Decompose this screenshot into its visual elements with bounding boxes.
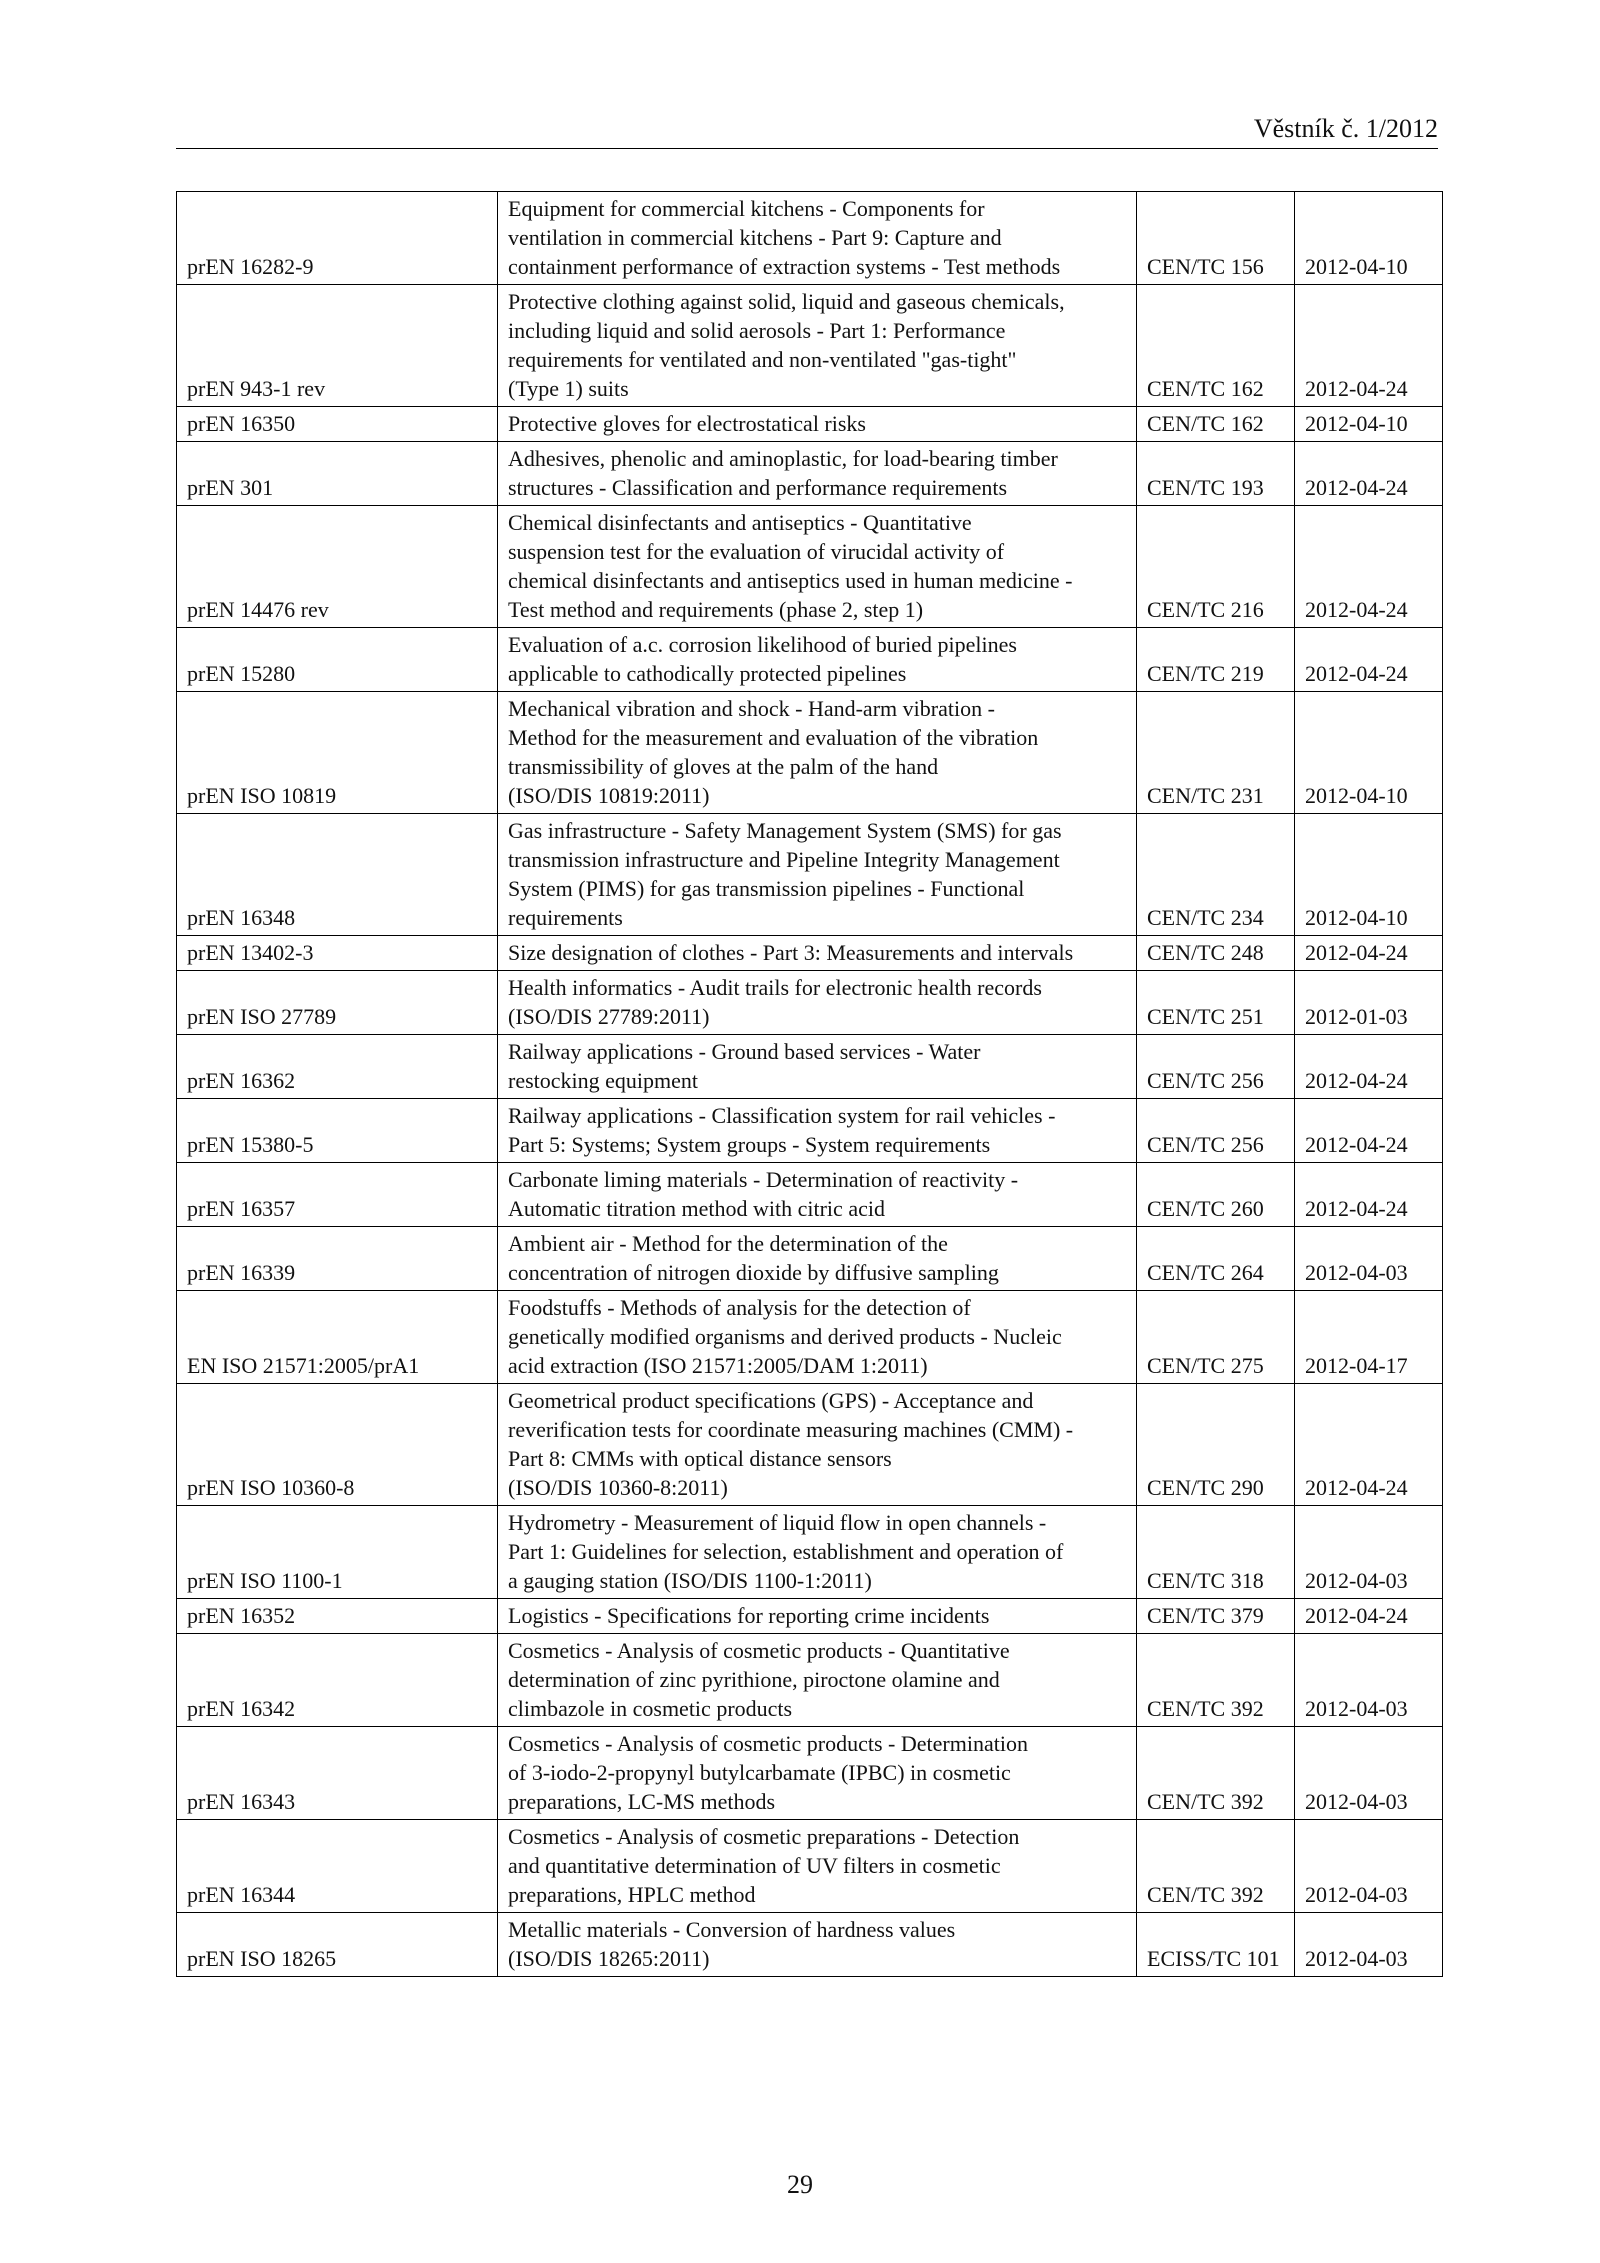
deadline-date: 2012-04-10 bbox=[1295, 192, 1443, 285]
deadline-date: 2012-04-03 bbox=[1295, 1634, 1443, 1727]
technical-committee: CEN/TC 248 bbox=[1137, 936, 1295, 971]
deadline-date: 2012-01-03 bbox=[1295, 971, 1443, 1035]
standard-title-line: Mechanical vibration and shock - Hand-arm vibration - bbox=[508, 696, 995, 721]
technical-committee: CEN/TC 379 bbox=[1137, 1599, 1295, 1634]
journal-issue-title: Věstník č. 1/2012 bbox=[1253, 114, 1438, 143]
technical-committee: CEN/TC 162 bbox=[1137, 285, 1295, 407]
standard-title-line: preparations, LC-MS methods bbox=[508, 1789, 776, 1814]
deadline-date: 2012-04-24 bbox=[1295, 1384, 1443, 1506]
standard-title bbox=[498, 1384, 1137, 1506]
technical-committee: CEN/TC 234 bbox=[1137, 814, 1295, 936]
standard-title bbox=[498, 1820, 1137, 1913]
deadline-date: 2012-04-24 bbox=[1295, 442, 1443, 506]
deadline-date: 2012-04-24 bbox=[1295, 285, 1443, 407]
standard-title-line: Chemical disinfectants and antiseptics - Quantitative bbox=[508, 510, 972, 535]
standard-title-line: (ISO/DIS 18265:2011) bbox=[508, 1946, 710, 1971]
standard-title bbox=[498, 407, 1137, 442]
standard-code: prEN ISO 1100-1 bbox=[177, 1506, 498, 1599]
standard-title-line: containment performance of extraction systems - Test methods bbox=[508, 254, 1061, 279]
standard-title-line: climbazole in cosmetic products bbox=[508, 1696, 793, 1721]
standard-title bbox=[498, 192, 1137, 285]
deadline-date: 2012-04-03 bbox=[1295, 1820, 1443, 1913]
table-row bbox=[177, 1634, 1443, 1727]
standard-title bbox=[498, 1227, 1137, 1291]
table-row bbox=[177, 971, 1443, 1035]
deadline-date: 2012-04-17 bbox=[1295, 1291, 1443, 1384]
table-row bbox=[177, 1599, 1443, 1634]
technical-committee: CEN/TC 251 bbox=[1137, 971, 1295, 1035]
standard-code: prEN 301 bbox=[177, 442, 498, 506]
standard-title-line: and quantitative determination of UV filters in cosmetic bbox=[508, 1853, 1001, 1878]
standard-title-line: Part 8: CMMs with optical distance sensors bbox=[508, 1446, 892, 1471]
standard-title-line: Size designation of clothes - Part 3: Measurements and intervals bbox=[508, 940, 1074, 965]
technical-committee: CEN/TC 290 bbox=[1137, 1384, 1295, 1506]
standard-title bbox=[498, 1727, 1137, 1820]
standard-title-line: including liquid and solid aerosols - Part 1: Performance bbox=[508, 318, 1006, 343]
deadline-date: 2012-04-03 bbox=[1295, 1227, 1443, 1291]
standard-code: prEN 16362 bbox=[177, 1035, 498, 1099]
table-row bbox=[177, 192, 1443, 285]
standard-title-line: Test method and requirements (phase 2, step 1) bbox=[508, 597, 924, 622]
standard-title-line: suspension test for the evaluation of virucidal activity of bbox=[508, 539, 1005, 564]
standard-title-line: Logistics - Specifications for reporting crime incidents bbox=[508, 1603, 990, 1628]
standard-code: prEN ISO 10360-8 bbox=[177, 1384, 498, 1506]
deadline-date: 2012-04-03 bbox=[1295, 1727, 1443, 1820]
standard-title-line: (ISO/DIS 10360-8:2011) bbox=[508, 1475, 728, 1500]
technical-committee: ECISS/TC 101 bbox=[1137, 1913, 1295, 1977]
table-row bbox=[177, 814, 1443, 936]
technical-committee: CEN/TC 392 bbox=[1137, 1727, 1295, 1820]
standard-title-line: Method for the measurement and evaluation of the vibration bbox=[508, 725, 1039, 750]
standard-title bbox=[498, 628, 1137, 692]
technical-committee: CEN/TC 219 bbox=[1137, 628, 1295, 692]
table-row bbox=[177, 1035, 1443, 1099]
standard-title bbox=[498, 936, 1137, 971]
standard-code: prEN 16350 bbox=[177, 407, 498, 442]
deadline-date: 2012-04-24 bbox=[1295, 936, 1443, 971]
standard-title-line: System (PIMS) for gas transmission pipelines - Functional bbox=[508, 876, 1025, 901]
standard-code: prEN 16342 bbox=[177, 1634, 498, 1727]
technical-committee: CEN/TC 256 bbox=[1137, 1099, 1295, 1163]
standard-title-line: Railway applications - Ground based services - Water bbox=[508, 1039, 981, 1064]
standard-title bbox=[498, 285, 1137, 407]
standard-title-line: transmissibility of gloves at the palm of the hand bbox=[508, 754, 939, 779]
standard-code: EN ISO 21571:2005/prA1 bbox=[177, 1291, 498, 1384]
table-row bbox=[177, 1820, 1443, 1913]
standard-title-line: Geometrical product specifications (GPS) - Acceptance and bbox=[508, 1388, 1034, 1413]
standard-title bbox=[498, 1506, 1137, 1599]
standard-title-line: requirements for ventilated and non-ventilated "gas-tight" bbox=[508, 347, 1017, 372]
standard-title-line: restocking equipment bbox=[508, 1068, 699, 1093]
standard-title-line: Equipment for commercial kitchens - Components for bbox=[508, 196, 985, 221]
standard-title bbox=[498, 1599, 1137, 1634]
standard-title-line: genetically modified organisms and derived products - Nucleic bbox=[508, 1324, 1062, 1349]
standard-title-line: ventilation in commercial kitchens - Part 9: Capture and bbox=[508, 225, 1002, 250]
standard-code: prEN 16343 bbox=[177, 1727, 498, 1820]
table-row bbox=[177, 1291, 1443, 1384]
standard-code: prEN 16339 bbox=[177, 1227, 498, 1291]
table-row bbox=[177, 442, 1443, 506]
table-row bbox=[177, 1163, 1443, 1227]
standard-title-line: Foodstuffs - Methods of analysis for the detection of bbox=[508, 1295, 971, 1320]
deadline-date: 2012-04-24 bbox=[1295, 1599, 1443, 1634]
standard-title-line: of 3-iodo-2-propynyl butylcarbamate (IPBC) in cosmetic bbox=[508, 1760, 1011, 1785]
technical-committee: CEN/TC 156 bbox=[1137, 192, 1295, 285]
standard-title-line: chemical disinfectants and antiseptics used in human medicine - bbox=[508, 568, 1073, 593]
standard-title-line: Automatic titration method with citric acid bbox=[508, 1196, 885, 1221]
table-row bbox=[177, 1913, 1443, 1977]
standard-title-line: preparations, HPLC method bbox=[508, 1882, 756, 1907]
standard-title-line: Carbonate liming materials - Determination of reactivity - bbox=[508, 1167, 1019, 1192]
standard-title bbox=[498, 692, 1137, 814]
standard-title bbox=[498, 1291, 1137, 1384]
standard-title-line: Ambient air - Method for the determination of the bbox=[508, 1231, 948, 1256]
standard-title-line: requirements bbox=[508, 905, 623, 930]
standard-title bbox=[498, 506, 1137, 628]
technical-committee: CEN/TC 162 bbox=[1137, 407, 1295, 442]
deadline-date: 2012-04-10 bbox=[1295, 407, 1443, 442]
technical-committee: CEN/TC 193 bbox=[1137, 442, 1295, 506]
standard-code: prEN 943-1 rev bbox=[177, 285, 498, 407]
standard-code: prEN 16352 bbox=[177, 1599, 498, 1634]
table-row bbox=[177, 936, 1443, 971]
standard-title-line: concentration of nitrogen dioxide by diffusive sampling bbox=[508, 1260, 999, 1285]
deadline-date: 2012-04-10 bbox=[1295, 692, 1443, 814]
standard-title-line: Hydrometry - Measurement of liquid flow in open channels - bbox=[508, 1510, 1047, 1535]
standard-title-line: transmission infrastructure and Pipeline Integrity Management bbox=[508, 847, 1060, 872]
standard-title bbox=[498, 971, 1137, 1035]
standard-code: prEN 16348 bbox=[177, 814, 498, 936]
standard-title-line: Evaluation of a.c. corrosion likelihood of buried pipelines bbox=[508, 632, 1017, 657]
standard-title-line: Cosmetics - Analysis of cosmetic products - Quantitative bbox=[508, 1638, 1010, 1663]
standard-title-line: Metallic materials - Conversion of hardness values bbox=[508, 1917, 956, 1942]
technical-committee: CEN/TC 275 bbox=[1137, 1291, 1295, 1384]
standard-title-line: Protective clothing against solid, liquid and gaseous chemicals, bbox=[508, 289, 1065, 314]
standard-code: prEN ISO 10819 bbox=[177, 692, 498, 814]
standard-code: prEN 15380-5 bbox=[177, 1099, 498, 1163]
table-row bbox=[177, 692, 1443, 814]
deadline-date: 2012-04-03 bbox=[1295, 1506, 1443, 1599]
standard-title-line: Gas infrastructure - Safety Management System (SMS) for gas bbox=[508, 818, 1062, 843]
standard-title-line: applicable to cathodically protected pipelines bbox=[508, 661, 907, 686]
standard-title-line: Part 1: Guidelines for selection, establishment and operation of bbox=[508, 1539, 1064, 1564]
standard-title-line: Part 5: Systems; System groups - System requirements bbox=[508, 1132, 991, 1157]
standard-title-line: Health informatics - Audit trails for electronic health records bbox=[508, 975, 1042, 1000]
standards-table-body bbox=[177, 192, 1443, 1977]
standard-title bbox=[498, 1163, 1137, 1227]
standard-title-line: Cosmetics - Analysis of cosmetic products - Determination bbox=[508, 1731, 1028, 1756]
standard-code: prEN 16357 bbox=[177, 1163, 498, 1227]
standard-code: prEN 13402-3 bbox=[177, 936, 498, 971]
standard-code: prEN 16282-9 bbox=[177, 192, 498, 285]
page-header bbox=[176, 108, 1438, 149]
technical-committee: CEN/TC 318 bbox=[1137, 1506, 1295, 1599]
deadline-date: 2012-04-24 bbox=[1295, 1099, 1443, 1163]
standard-title bbox=[498, 1099, 1137, 1163]
standard-code: prEN 14476 rev bbox=[177, 506, 498, 628]
standard-title-line: (ISO/DIS 27789:2011) bbox=[508, 1004, 710, 1029]
table-row bbox=[177, 407, 1443, 442]
standard-title-line: determination of zinc pyrithione, piroctone olamine and bbox=[508, 1667, 1000, 1692]
deadline-date: 2012-04-24 bbox=[1295, 1035, 1443, 1099]
standard-title bbox=[498, 1634, 1137, 1727]
table-row bbox=[177, 628, 1443, 692]
technical-committee: CEN/TC 264 bbox=[1137, 1227, 1295, 1291]
standard-code: prEN 16344 bbox=[177, 1820, 498, 1913]
technical-committee: CEN/TC 392 bbox=[1137, 1634, 1295, 1727]
deadline-date: 2012-04-24 bbox=[1295, 506, 1443, 628]
table-row bbox=[177, 1099, 1443, 1163]
table-row bbox=[177, 1506, 1443, 1599]
table-row bbox=[177, 1384, 1443, 1506]
table-row bbox=[177, 1727, 1443, 1820]
standard-code: prEN ISO 18265 bbox=[177, 1913, 498, 1977]
standards-table bbox=[176, 191, 1443, 1977]
deadline-date: 2012-04-10 bbox=[1295, 814, 1443, 936]
standard-title-line: reverification tests for coordinate measuring machines (CMM) - bbox=[508, 1417, 1074, 1442]
technical-committee: CEN/TC 260 bbox=[1137, 1163, 1295, 1227]
technical-committee: CEN/TC 392 bbox=[1137, 1820, 1295, 1913]
standard-title-line: structures - Classification and performance requirements bbox=[508, 475, 1008, 500]
deadline-date: 2012-04-24 bbox=[1295, 628, 1443, 692]
standard-title-line: a gauging station (ISO/DIS 1100-1:2011) bbox=[508, 1568, 872, 1593]
standard-title-line: Adhesives, phenolic and aminoplastic, for load-bearing timber bbox=[508, 446, 1058, 471]
technical-committee: CEN/TC 231 bbox=[1137, 692, 1295, 814]
table-row bbox=[177, 506, 1443, 628]
standard-title bbox=[498, 1035, 1137, 1099]
table-row bbox=[177, 1227, 1443, 1291]
standard-title bbox=[498, 442, 1137, 506]
standard-title-line: (ISO/DIS 10819:2011) bbox=[508, 783, 710, 808]
standard-title-line: Railway applications - Classification system for rail vehicles - bbox=[508, 1103, 1056, 1128]
technical-committee: CEN/TC 256 bbox=[1137, 1035, 1295, 1099]
standard-title-line: Protective gloves for electrostatical risks bbox=[508, 411, 866, 436]
standard-code: prEN ISO 27789 bbox=[177, 971, 498, 1035]
deadline-date: 2012-04-03 bbox=[1295, 1913, 1443, 1977]
standard-title-line: Cosmetics - Analysis of cosmetic preparations - Detection bbox=[508, 1824, 1020, 1849]
table-row bbox=[177, 285, 1443, 407]
page-number: 29 bbox=[787, 2170, 813, 2199]
standard-title bbox=[498, 814, 1137, 936]
deadline-date: 2012-04-24 bbox=[1295, 1163, 1443, 1227]
standard-title-line: acid extraction (ISO 21571:2005/DAM 1:2011) bbox=[508, 1353, 928, 1378]
technical-committee: CEN/TC 216 bbox=[1137, 506, 1295, 628]
standard-title bbox=[498, 1913, 1137, 1977]
standard-title-line: (Type 1) suits bbox=[508, 376, 629, 401]
standard-code: prEN 15280 bbox=[177, 628, 498, 692]
